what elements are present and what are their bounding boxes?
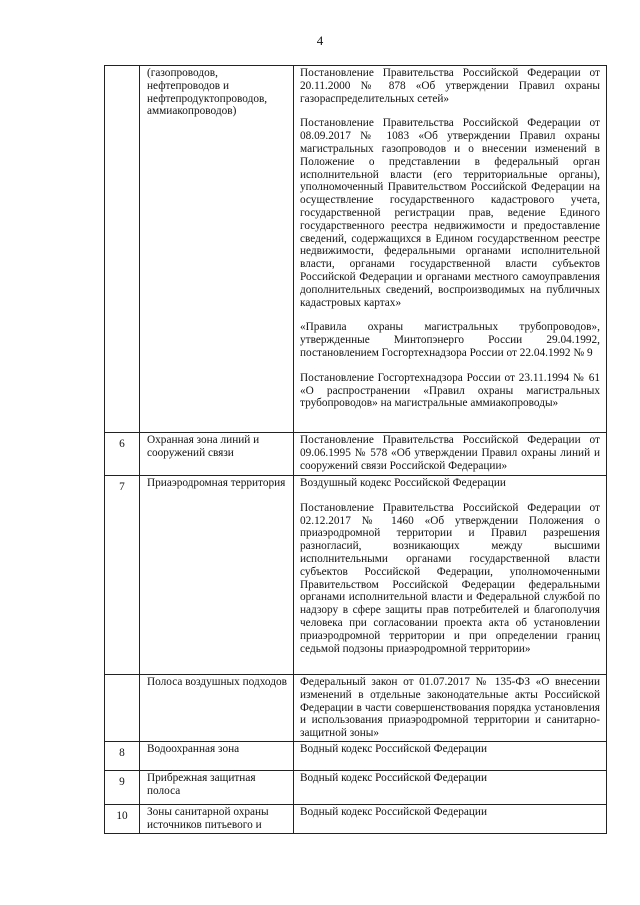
page-number: 4 <box>316 33 324 48</box>
object-name: Полоса воздушных подходов <box>140 675 294 742</box>
table-row <box>105 66 607 433</box>
table-row <box>105 804 607 833</box>
regulations-table <box>104 65 607 834</box>
document-ref: Федеральный закон от 01.07.2017 № 135-ФЗ «О внесении изменений в отдельные законодательные акты Российской Федерации в части совершенствования порядка установления и использования приаэродромной территории и санитарно-защитной зоны» <box>300 676 600 740</box>
document-ref: Водный кодекс Российской Федерации <box>300 805 488 818</box>
object-name: (газопроводов, нефтепроводов и нефтепродуктопроводов, аммиакопроводов) <box>140 66 294 433</box>
document-ref: Постановление Госгортехнадзора России от 23.11.1994 № 61 «О распространении «Правил охраны магистральных трубопроводов» на магистральные аммиакопроводы» <box>300 371 600 410</box>
object-name: Прибрежная защитная полоса <box>140 770 294 804</box>
table-row <box>105 433 607 476</box>
document-ref: Постановление Правительства Российской Федерации от 02.12.2017 № 1460 «Об утверждении Положения о приаэродромной территории и Правил разрешения разногласий, возникающих между высшими исполнительными органами государственной власти субъектов Российской Федерации, уполномоченными Правительством Российской Федерации федеральными органами исполнительной власти и Федеральной службой по надзору в сфере защиты прав потребителей и благополучия человека при согласовании проекта акта об установлении приаэродромной территории и при определении границ седьмой подзоны приаэродромной территории» <box>300 501 600 655</box>
table-row <box>105 741 607 770</box>
row-number: 7 <box>105 476 140 675</box>
document-ref: Водный кодекс Российской Федерации <box>300 771 488 784</box>
row-number <box>105 66 140 433</box>
document-ref: Постановление Правительства Российской Федерации от 08.09.2017 № 1083 «Об утверждении Правил охраны магистральных газопроводов и о внесении изменений в Положение о представлении в федеральный орган исполнительной власти (его территориальные органы), уполномоченный Правительством Российской Федерации на осуществление государственного кадастрового учета, государственной регистрации прав, ведение Единого государственного реестра недвижимости и предоставление сведений, содержащихся в Едином государственном реестре недвижимости, федеральными органами исполнительной власти, органами государственной власти субъектов Российской Федерации и органами местного самоуправления дополнительных сведений, воспроизводимых на публичных кадастровых картах» <box>300 117 600 309</box>
row-number: 9 <box>105 770 140 804</box>
table-row <box>105 675 607 742</box>
row-number: 6 <box>105 433 140 476</box>
document-ref: Постановление Правительства Российской Федерации от 20.11.2000 № 878 «Об утверждении Правил охраны газораспределительных сетей» <box>300 67 600 105</box>
row-number: 8 <box>105 741 140 770</box>
row-number: 10 <box>105 804 140 833</box>
document-ref: Воздушный кодекс Российской Федерации <box>300 477 506 489</box>
row-number <box>105 675 140 742</box>
document-ref: Постановление Правительства Российской Федерации от 09.06.1995 № 578 «Об утверждении Правил охраны линий и сооружений связи Российской Федерации» <box>300 434 600 472</box>
table-row <box>105 476 607 675</box>
document-ref: Водный кодекс Российской Федерации <box>300 742 488 755</box>
object-name: Охранная зона линий и сооружений связи <box>140 433 294 476</box>
object-name: Зоны санитарной охраны источников питьевого и <box>140 804 294 833</box>
document-ref: «Правила охраны магистральных трубопроводов», утвержденные Минтопэнерго России 29.04.1992, постановлением Госгортехнадзора России от 22.04.1992 № 9 <box>300 321 600 359</box>
table-row <box>105 770 607 804</box>
object-name: Водоохранная зона <box>140 741 294 770</box>
object-name: Приаэродромная территория <box>140 476 294 675</box>
